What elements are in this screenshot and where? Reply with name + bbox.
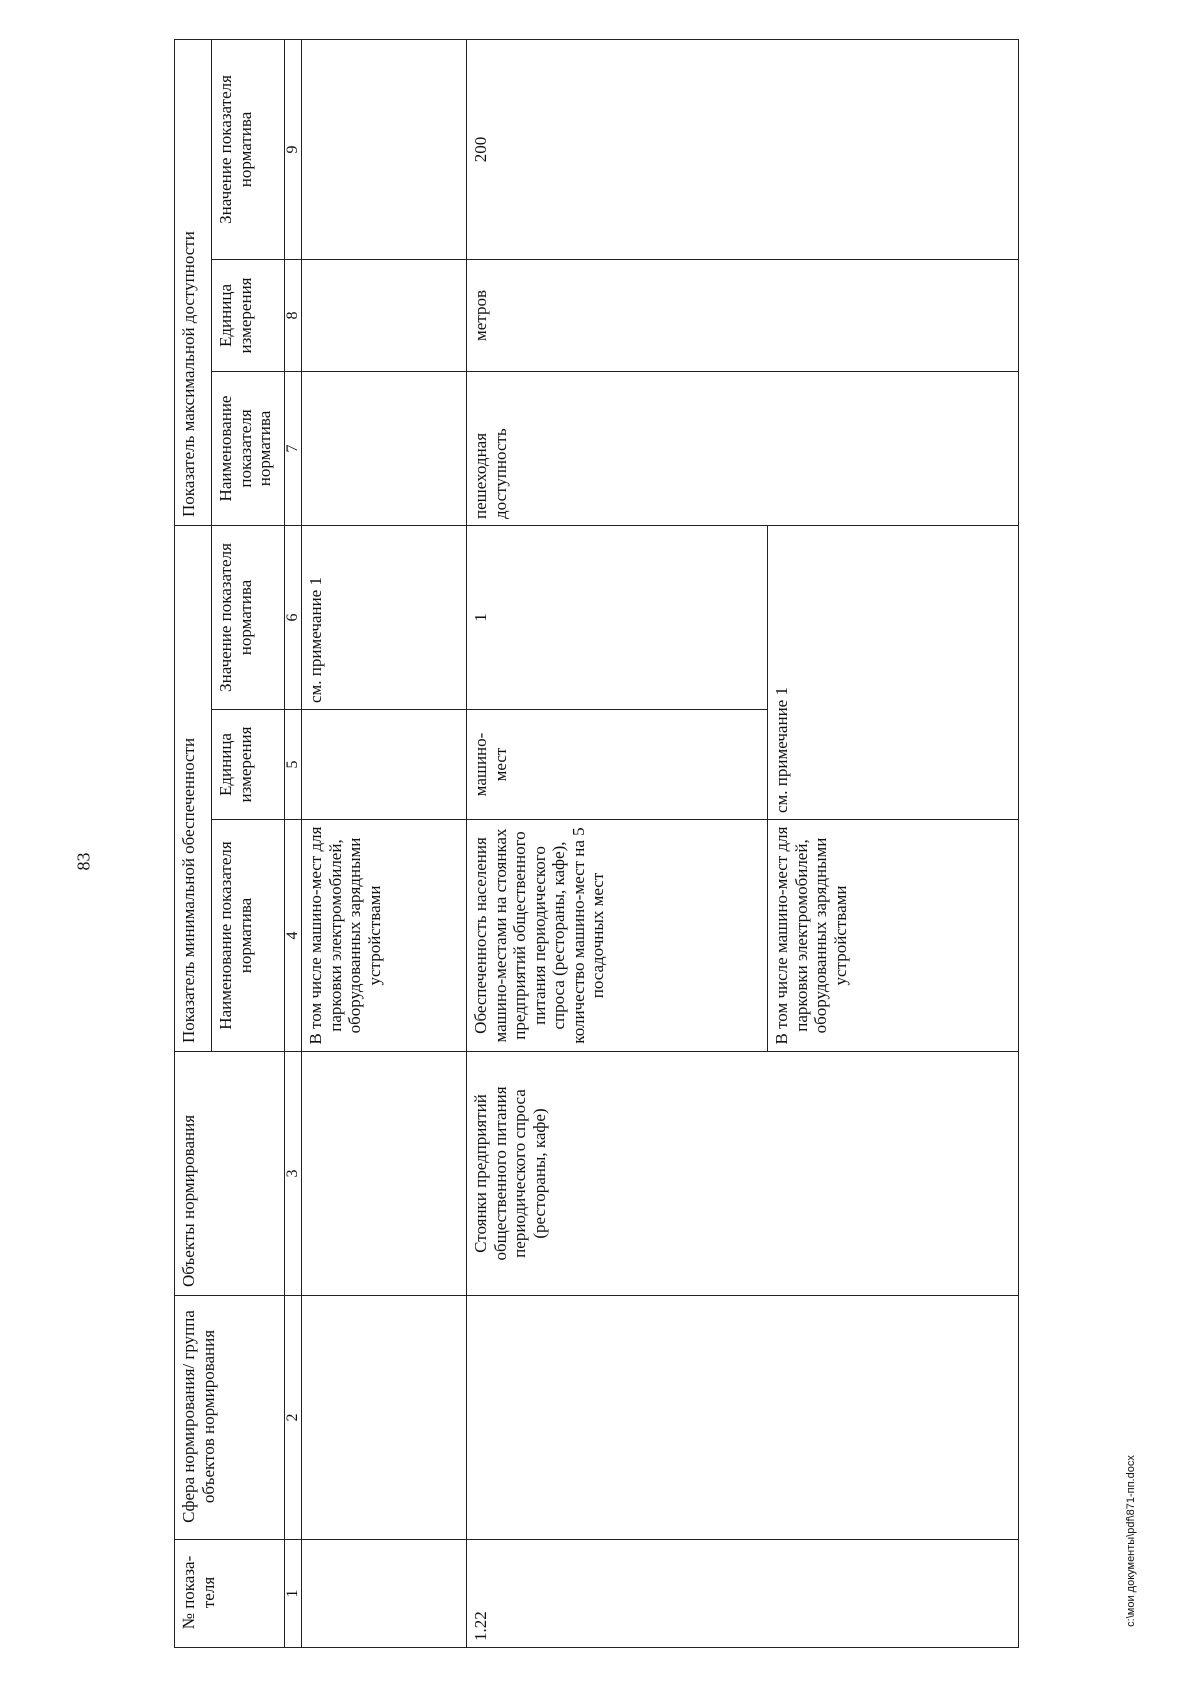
column-number: 9 [285,39,302,259]
header-indicator-number: № показа-теля [175,1540,285,1648]
header-max-accessibility: Показатель максимальной доступности [175,39,212,525]
cell-sphere-group [302,1296,467,1540]
header-min-value: Значение показателя норматива [212,525,285,709]
cell-min-name: Обеспеченность населения машино-местами на стоянках предприятий общественного питания периодического спроса (рестораны, кафе), количество машино-мест на 5 посадочных мест [467,820,768,1052]
header-max-value: Значение показателя норматива [212,39,285,259]
column-number: 3 [285,1052,302,1296]
column-number: 8 [285,259,302,371]
column-number: 2 [285,1296,302,1540]
header-sphere-group: Сфера нормирования/ группа объектов нормирования [175,1296,285,1540]
column-numbers-row [285,39,302,1647]
header-max-name: Наименование показателя норматива [212,371,285,525]
header-min-unit: Единица измерения [212,710,285,820]
table-row [467,39,768,1647]
column-number: 1 [285,1540,302,1648]
column-number: 4 [285,820,302,1052]
footer-file-path: c:\мои документы\pdf\871-пп.docx [1125,1455,1137,1627]
cell-min-value: см. примечание 1 [302,525,467,709]
column-number: 7 [285,371,302,525]
header-min-provision: Показатель минимальной обеспеченности [175,525,212,1051]
cell-max-name [302,371,467,525]
header-min-name: Наименование показателя норматива [212,820,285,1052]
column-number: 5 [285,710,302,820]
cell-indicator-number [302,1540,467,1648]
normative-table [174,39,1019,1648]
cell-min-name: В том числе машино-мест для парковки электромобилей, оборудованных зарядными устройствами [768,820,1019,1052]
cell-objects [302,1052,467,1296]
cell-min-name: В том числе машино-мест для парковки электромобилей, оборудованных зарядными устройствами [302,820,467,1052]
cell-max-value: 200 [467,39,1019,259]
cell-max-unit [302,259,467,371]
cell-min-value: см. примечание 1 [768,525,1019,819]
cell-indicator-number: 1.22 [467,1540,1019,1648]
cell-max-name: пешеходная доступность [467,371,1019,525]
cell-min-unit: машино-мест [467,710,768,820]
cell-objects: Стоянки предприятий общественного питания периодического спроса (рестораны, кафе) [467,1052,1019,1296]
normative-table-container [174,40,1019,1648]
table-row [302,39,467,1647]
cell-max-value [302,39,467,259]
cell-max-unit: метров [467,259,1019,371]
cell-sphere-group [467,1296,1019,1540]
cell-min-value: 1 [467,525,768,709]
cell-min-unit [302,710,467,820]
page-number: 83 [73,852,94,870]
column-number: 6 [285,525,302,709]
header-max-unit: Единица измерения [212,259,285,371]
header-objects: Объекты нормирования [175,1052,285,1296]
